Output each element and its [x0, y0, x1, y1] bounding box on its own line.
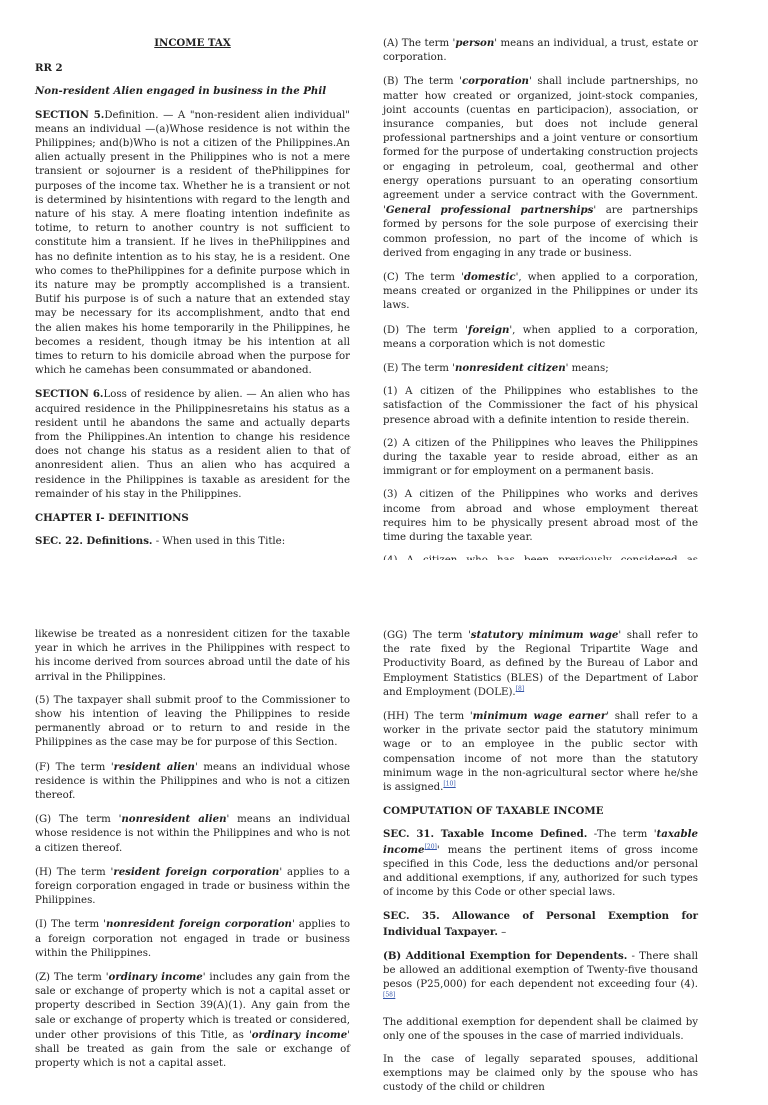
section-31 — [383, 827, 698, 900]
section-22 — [35, 534, 350, 549]
page2-left-column — [35, 628, 350, 1080]
def-b-pre: (B) The term ' — [383, 76, 462, 88]
def-e — [383, 361, 698, 376]
def-b-term2: General professional partnerships — [385, 204, 594, 217]
section-5 — [35, 108, 350, 379]
def-z-mid: ' includes any gain from the sale or exchange of property which is not a capital asset or property described in Section 39(A)(1). Any gain from the sale or exchange of property which is treated or considered, under other provisions of this Title, as ' — [35, 972, 350, 1041]
additional-exemption-text: The additional exemption for dependent shall be claimed by only one of the spouses in the case of married individuals. — [383, 1016, 698, 1042]
exemption-b-text: - There shall be allowed an additional exemption of Twenty-five thousand pesos (P25,000) for each dependent not exceeding four (4). — [383, 950, 698, 991]
def-z-post: ' shall be treated as gain from the sale or exchange of property which is not a capital asset. — [35, 1029, 350, 1070]
def-b — [383, 74, 698, 261]
doc-title: INCOME TAX — [154, 37, 231, 49]
def-c-pre: (C) The term ' — [383, 272, 464, 284]
def-z — [35, 970, 350, 1071]
def-b-mid: ' shall include partnerships, no matter how created or organized, joint-stock companies, joint accounts (cuentas en participacion), association, or insurance companies, but does not include general professional partnerships and a joint venture or consortium formed for the purpose of undertaking construction projects or engaging in petroleum, coal, geothermal and other energy operations pursuant to an operating consortium agreement under a service contract with the Government. ' — [383, 76, 698, 217]
section-5-text: Definition. — A "non-resident alien individual" means an individual —(a)Whose residence is not within the Philippines; and(b)Who is not a citizen of the Philippines.An alien actually present in the Philippines who is not a mere transient or sojourner is a resident of thePhilippines for purposes of the income tax. Whether he is a transient or not is determined by hisintentions with regard to the length and nature of his stay. A mere floating intention indefinite as totime, to return to another country is not sufficient to constitute him a transient. If he lives in thePhilippines and has no definite intention as to his stay, he is a resident. One who comes to thePhilippines for a definite purpose which in its nature may be promptly accomplished is a transient. Butif his purpose is of such a nature that an extended stay may be necessary for its accomplishment, andto that end the alien makes his home temporarily in the Philippines, he becomes a resident, though itmay be his intention at all times to return to his domicile abroad when the purpose for which he camehas been consummated or abandoned. — [35, 109, 350, 377]
def-z-term: ordinary income — [108, 971, 203, 984]
def-c — [383, 270, 698, 314]
def-g — [35, 812, 350, 856]
def-h — [35, 865, 350, 909]
def-h-pre: (H) The term ' — [35, 866, 114, 878]
def-i-term: nonresident foreign corporation — [105, 918, 292, 931]
def-c-term: domestic — [463, 271, 516, 284]
section-35-post: – — [497, 926, 507, 938]
def-f — [35, 760, 350, 804]
def-e2: (2) A citizen of the Philippines who leaves the Philippines during the taxable year to reside abroad, either as an immigrant or for employment on a permanent basis. — [383, 437, 698, 478]
footnote-link[interactable]: [8] — [515, 685, 525, 693]
def-i — [35, 917, 350, 961]
def-z-term2: ordinary income — [251, 1028, 348, 1041]
exemption-b-label: (B) Additional Exemption for Dependents. — [383, 949, 628, 962]
exemption-b — [383, 949, 698, 1007]
separated-spouses-text: In the case of legally separated spouses, additional exemptions may be claimed only by the spouse who has custody of the child or children — [383, 1054, 698, 1094]
def-g-term: nonresident alien — [121, 813, 227, 826]
chapter-heading: CHAPTER I- DEFINITIONS — [35, 512, 189, 525]
def-d — [383, 323, 698, 352]
def-5: (5) The taxpayer shall submit proof to the Commissioner to show his intention of leaving the Philippines to reside permanently abroad or to return to and reside in the Philippines as the case may be for purpose of this Section. — [35, 694, 350, 749]
def-gg — [383, 628, 698, 700]
section-31-label: SEC. 31. Taxable Income Defined. — [383, 828, 588, 841]
def-hh-pre: (HH) The term ' — [383, 711, 473, 723]
def-hh — [383, 709, 698, 795]
page2-right-column — [383, 628, 698, 1105]
section-6-text: Loss of residence by alien. — An alien who has acquired residence in the Philippinesretains his status as a resident until he abandons the same and actually departs from the Philippines.An intention to change his residence does not change his status as a resident alien to that of anonresident alien. Thus an alien who has acquired a residence in the Philippines is taxable as aresident for the remainder of his stay in the Philippines. — [35, 389, 350, 500]
def-e-post: ' means; — [565, 363, 609, 375]
def-z-pre: (Z) The term ' — [35, 972, 109, 984]
section-22-label: SEC. 22. Definitions. — [35, 535, 153, 548]
section-6 — [35, 387, 350, 502]
rr-label: RR 2 — [35, 62, 63, 75]
section-5-label: SECTION 5. — [35, 108, 105, 121]
def-gg-post: ' shall refer to the rate fixed by the Regional Tripartite Wage and Productivity Board, as defined by the Bureau of Labor and Employment Statistics (BLES) of the Department of Labor and Employment (DOLE). — [383, 630, 698, 698]
def-f-post: ' means an individual whose residence is within the Philippines and who is not a citizen thereof. — [35, 761, 351, 802]
def-d-term: foreign — [467, 323, 510, 336]
def-g-pre: (G) The term ' — [35, 814, 122, 826]
section-31-term: taxable income — [383, 828, 698, 856]
def-a-term: person — [455, 37, 495, 49]
section-35-label: SEC. 35. Allowance of Personal Exemption for Individual Taxpayer. — [383, 910, 698, 938]
def-i-pre: (I) The term ' — [35, 919, 106, 931]
section-6-label: SECTION 6. — [35, 388, 104, 401]
def-e-pre: (E) The term ' — [383, 363, 455, 375]
def-a — [383, 36, 698, 65]
def-h-post: ' applies to a foreign corporation engaged in trade or business within the Philippines. — [35, 866, 350, 907]
def-e4-cont: likewise be treated as a nonresident citizen for the taxable year in which he arrives in the Philippines with respect to his income derived from sources abroad until the date of his arrival in the Philippines. — [35, 629, 350, 683]
footnote-link[interactable]: [58] — [383, 992, 396, 1000]
footnote-link[interactable]: [10] — [443, 780, 456, 788]
taxable-income-heading: COMPUTATION OF TAXABLE INCOME — [383, 805, 604, 818]
page-gap — [0, 560, 768, 620]
page1-left-column — [35, 36, 350, 559]
def-h-term: resident foreign corporation — [113, 865, 280, 878]
section-35 — [383, 909, 698, 939]
def-c-post: ', when applied to a corporation, means created or organized in the Philippines or under its laws. — [383, 272, 698, 312]
def-g-post: ' means an individual whose residence is not within the Philippines and who is not a citizen thereof. — [35, 814, 350, 854]
section-22-text: - When used in this Title: — [152, 536, 286, 548]
page1-right-column — [383, 36, 698, 620]
def-gg-term: statutory minimum wage — [470, 629, 619, 641]
def-hh-post: ' shall refer to a worker in the private sector paid the statutory minimum wage or to an employee in the public sector with compensation income of not more than the statutory minimum wage in the non-agricultural sector where he/she is assigned. — [383, 711, 698, 794]
def-e1: (1) A citizen of the Philippines who establishes to the satisfaction of the Commissioner the fact of his physical presence abroad with a definite intention to reside therein. — [383, 386, 698, 426]
def-e3: (3) A citizen of the Philippines who works and derives income from abroad and whose employment thereat requires him to be physically present abroad most of the time during the taxable year. — [383, 489, 698, 544]
def-b-term: corporation — [461, 75, 529, 88]
def-a-pre: (A) The term ' — [383, 38, 456, 49]
def-b-post: ' are partnerships formed by persons for the sole purpose of exercising their common profession, no part of the income of which is derived from engaging in any trade or business. — [383, 205, 698, 259]
def-d-post: ', when applied to a corporation, means a corporation which is not domestic — [383, 324, 698, 350]
def-e-term: nonresident citizen — [454, 362, 566, 375]
def-f-pre: (F) The term ' — [35, 761, 114, 773]
footnote-link[interactable]: [20] — [424, 843, 437, 851]
def-gg-pre: (GG) The term ' — [383, 630, 471, 641]
def-f-term: resident alien — [113, 760, 195, 773]
def-hh-term: minimum wage earner — [472, 710, 607, 723]
section-31-pre: -The term ' — [587, 829, 657, 841]
def-i-post: ' applies to a foreign corporation not engaged in trade or business within the Philippines. — [35, 919, 350, 959]
def-a-post: ' means an individual, a trust, estate or corporation. — [383, 38, 698, 64]
section-31-post: ' means the pertinent items of gross income specified in this Code, less the deductions and/or personal and additional exemptions, if any, authorized for such types of income by this Code or other special laws. — [383, 844, 698, 899]
def-d-pre: (D) The term ' — [383, 324, 468, 336]
subheading: Non-resident Alien engaged in business in the Phil — [35, 85, 327, 98]
